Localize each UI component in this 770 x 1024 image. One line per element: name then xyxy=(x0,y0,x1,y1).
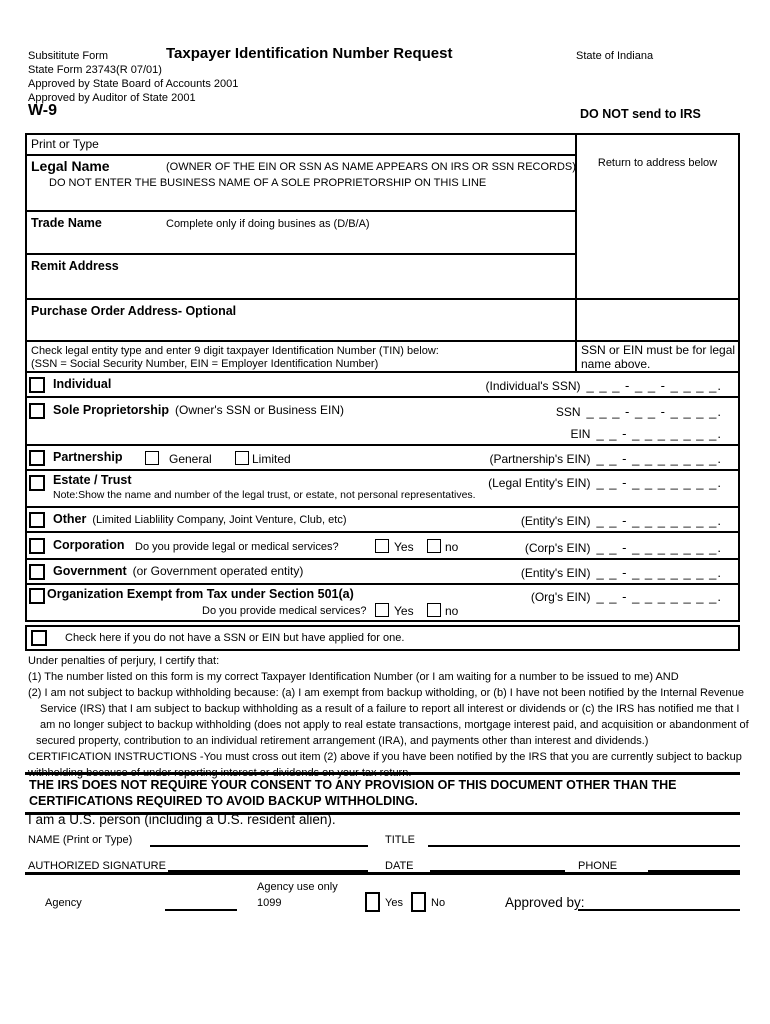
certification-line-7: withholding because of under reporting interest or dividends on your tax return. xyxy=(28,767,412,779)
partnership-general-checkbox[interactable] xyxy=(145,451,159,465)
ssn-ein-side-note: SSN or EIN must be for legal name above. xyxy=(575,342,738,373)
address-table xyxy=(25,133,740,340)
government-title: Government xyxy=(53,564,127,578)
us-person-statement: I am a U.S. person (including a U.S. resident alien). xyxy=(28,812,336,827)
trade-name-hint: Complete only if doing busines as (D/B/A) xyxy=(166,218,370,230)
corporation-yes-label: Yes xyxy=(394,540,414,554)
organization-no-label: no xyxy=(445,604,459,618)
purchase-order-row[interactable] xyxy=(27,300,575,340)
certification-text xyxy=(28,653,749,781)
agency-1099-yes-checkbox[interactable] xyxy=(365,892,380,912)
irs-consent-line-2: CERTIFICATIONS REQUIRED TO AVOID BACKUP WITHHOLDING. xyxy=(29,794,418,808)
partnership-checkbox[interactable] xyxy=(29,450,45,466)
form-name-w9: W-9 xyxy=(28,102,58,119)
organization-question: Do you provide medical services? xyxy=(202,605,367,617)
certification-line-6: CERTIFICATION INSTRUCTIONS -You must cross out item (2) above if you have been notified by the IRS that you are currently subject to backup xyxy=(28,751,742,763)
form-type: Subsititute Form xyxy=(28,50,109,62)
individual-tin-label: (Individual's SSN) xyxy=(485,379,581,393)
government-checkbox[interactable] xyxy=(29,564,45,580)
agency-1099-yes-label: Yes xyxy=(385,897,403,909)
form-1099-label: 1099 xyxy=(257,897,282,909)
entity-row-sole-proprietorship xyxy=(27,398,738,446)
corporation-no-checkbox[interactable] xyxy=(427,539,441,553)
certification-line-1: (1) The number listed on this form is my correct Taxpayer Identification Number (or I am waiting for a number to be issued to me) AND xyxy=(28,671,679,683)
corporation-ein-field[interactable]: _ _ - _ _ _ _ _ _ _. xyxy=(596,540,722,555)
organization-ein-field[interactable]: _ _ - _ _ _ _ _ _ _. xyxy=(596,589,722,604)
individual-tin xyxy=(486,378,722,393)
other-tin xyxy=(521,513,722,528)
corporation-checkbox[interactable] xyxy=(29,538,45,554)
certification-line-5: secured property, contribution to an individual retirement arrangement (IRA), and payments other than interest and dividends.) xyxy=(36,735,649,747)
agency-input-line[interactable] xyxy=(165,909,237,911)
sole-proprietorship-label xyxy=(53,403,344,417)
corporation-tin xyxy=(525,540,722,555)
estate-trust-note: Note:Show the name and number of the legal trust, or estate, not personal representatives. xyxy=(53,489,476,501)
partnership-limited-label: Limited xyxy=(252,452,291,466)
agency-use-only-label: Agency use only xyxy=(257,881,338,893)
date-label: DATE xyxy=(385,860,414,872)
estate-trust-ein-field[interactable]: _ _ - _ _ _ _ _ _ _. xyxy=(596,475,722,490)
entity-row-other xyxy=(27,508,738,533)
sole-proprietorship-tin xyxy=(556,401,722,445)
organization-yes-label: Yes xyxy=(394,604,414,618)
entity-row-estate-trust xyxy=(27,471,738,508)
legal-name-note: DO NOT ENTER THE BUSINESS NAME OF A SOLE PROPRIETORSHIP ON THIS LINE xyxy=(49,177,487,189)
sole-ssn-label: SSN xyxy=(555,405,581,419)
other-label xyxy=(53,512,346,526)
other-ein-field[interactable]: _ _ - _ _ _ _ _ _ _. xyxy=(596,513,722,528)
partnership-ein-field[interactable]: _ _ - _ _ _ _ _ _ _. xyxy=(596,451,722,466)
entity-row-government xyxy=(27,560,738,585)
partnership-tin-label: (Partnership's EIN) xyxy=(489,452,591,466)
legal-name-row[interactable] xyxy=(27,156,575,212)
sole-proprietorship-hint: (Owner's SSN or Business EIN) xyxy=(175,403,345,417)
trade-name-label: Trade Name xyxy=(31,216,102,230)
no-tin-applied-checkbox[interactable] xyxy=(31,630,47,646)
entity-row-partnership xyxy=(27,446,738,471)
certification-line-4: am no longer subject to backup withholding (does not apply to real estate transactions, mortgage interest paid, and acquisition or abandonment of xyxy=(40,719,749,731)
title-label: TITLE xyxy=(385,834,415,846)
page-title: Taxpayer Identification Number Request xyxy=(166,45,453,62)
partnership-label: Partnership xyxy=(53,450,123,464)
agency-1099-no-checkbox[interactable] xyxy=(411,892,426,912)
sole-ssn-line xyxy=(556,401,722,423)
government-tin-label: (Entity's EIN) xyxy=(520,566,591,580)
agency-label: Agency xyxy=(45,897,82,909)
sole-ein-field[interactable]: _ _ - _ _ _ _ _ _ _. xyxy=(596,426,722,441)
individual-checkbox[interactable] xyxy=(29,377,45,393)
do-not-send-note: DO NOT send to IRS xyxy=(580,107,701,121)
other-hint: (Limited Liablility Company, Joint Venture, Club, etc) xyxy=(92,514,347,526)
corporation-no-label: no xyxy=(445,540,459,554)
estate-trust-tin-label: (Legal Entity's EIN) xyxy=(488,476,591,490)
organization-no-checkbox[interactable] xyxy=(427,603,441,617)
corporation-tin-label: (Corp's EIN) xyxy=(524,541,591,555)
government-ein-field[interactable]: _ _ - _ _ _ _ _ _ _. xyxy=(596,565,722,580)
print-or-type-row xyxy=(27,135,575,156)
purchase-order-label: Purchase Order Address- Optional xyxy=(31,304,237,318)
no-tin-applied-label: Check here if you do not have a SSN or EIN but have applied for one. xyxy=(65,632,405,644)
sole-ein-label: EIN xyxy=(570,427,591,441)
no-tin-applied-box xyxy=(25,625,740,651)
name-input-line[interactable] xyxy=(150,845,368,847)
remit-address-row[interactable] xyxy=(27,255,575,298)
corporation-yes-checkbox[interactable] xyxy=(375,539,389,553)
sole-ein-line xyxy=(556,423,722,445)
sole-ssn-field[interactable]: _ _ _ - _ _ - _ _ _ _. xyxy=(586,404,722,419)
other-title: Other xyxy=(53,512,87,526)
organization-checkbox[interactable] xyxy=(29,588,45,604)
partnership-limited-checkbox[interactable] xyxy=(235,451,249,465)
irs-consent-line-1: THE IRS DOES NOT REQUIRE YOUR CONSENT TO ANY PROVISION OF THIS DOCUMENT OTHER THAN THE xyxy=(29,778,677,792)
phone-label: PHONE xyxy=(578,860,618,872)
government-tin xyxy=(521,565,722,580)
sole-proprietorship-checkbox[interactable] xyxy=(29,403,45,419)
entity-header-line-2: (SSN = Social Security Number, EIN = Employer Identification Number) xyxy=(31,358,379,370)
print-or-type-label: Print or Type xyxy=(31,137,99,151)
return-address-note: Return to address below xyxy=(597,157,718,169)
remit-address-label: Remit Address xyxy=(31,259,119,273)
government-label xyxy=(53,564,303,578)
certification-line-3: Service (IRS) that I am subject to backup withholding as a result of a failure to report all interest or dividends or (c) the IRS has notified me that I xyxy=(40,703,740,715)
certification-line-2: (2) I am not subject to backup withholding because: (a) I am exempt from backup witholding, or (b) I have not been notified by the Internal Revenue xyxy=(28,687,745,699)
organization-tin xyxy=(531,589,722,604)
approved-by-input-line[interactable] xyxy=(578,909,740,911)
partnership-tin xyxy=(489,451,722,466)
estate-trust-label: Estate / Trust xyxy=(53,473,132,487)
other-checkbox[interactable] xyxy=(29,512,45,528)
entity-row-individual xyxy=(27,373,738,398)
entity-header-line-1: Check legal entity type and enter 9 digit taxpayer Identification Number (TIN) below: xyxy=(31,345,439,357)
corporation-question: Do you provide legal or medical services? xyxy=(135,541,339,553)
estate-trust-checkbox[interactable] xyxy=(29,475,45,491)
individual-ssn-field[interactable]: _ _ _ - _ _ - _ _ _ _. xyxy=(586,378,722,393)
government-hint: (or Government operated entity) xyxy=(132,564,304,578)
title-input-line[interactable] xyxy=(428,845,740,847)
legal-name-hint: (OWNER OF THE EIN OR SSN AS NAME APPEARS ON IRS OR SSN RECORDS) xyxy=(166,161,576,173)
organization-label: Organization Exempt from Tax under Section 501(a) xyxy=(47,587,354,601)
irs-consent-statement xyxy=(25,772,740,815)
form-number: State Form 23743(R 07/01) xyxy=(28,64,162,76)
approval-line-2: Approved by Auditor of State 2001 xyxy=(28,92,196,104)
authorized-signature-label: AUTHORIZED SIGNATURE xyxy=(28,860,166,872)
approval-line-1: Approved by State Board of Accounts 2001 xyxy=(28,78,239,90)
trade-name-row[interactable] xyxy=(27,212,575,255)
estate-trust-tin xyxy=(488,475,722,490)
entity-row-corporation xyxy=(27,533,738,560)
entity-type-table xyxy=(25,340,740,622)
name-label: NAME (Print or Type) xyxy=(28,834,133,846)
entity-row-organization-exempt xyxy=(27,585,738,620)
state-label: State of Indiana xyxy=(576,50,654,62)
certification-intro: Under penalties of perjury, I certify that: xyxy=(28,655,220,667)
corporation-label: Corporation xyxy=(53,538,125,552)
organization-yes-checkbox[interactable] xyxy=(375,603,389,617)
sole-proprietorship-title: Sole Proprietorship xyxy=(53,403,169,417)
legal-name-label: Legal Name xyxy=(31,158,110,174)
organization-tin-label: (Org's EIN) xyxy=(530,590,591,604)
partnership-general-label: General xyxy=(169,452,212,466)
agency-1099-no-label: No xyxy=(431,897,446,909)
approved-by-label: Approved by: xyxy=(505,895,585,910)
individual-label: Individual xyxy=(53,377,112,391)
agency-section-rule xyxy=(25,872,740,875)
other-tin-label: (Entity's EIN) xyxy=(520,514,591,528)
